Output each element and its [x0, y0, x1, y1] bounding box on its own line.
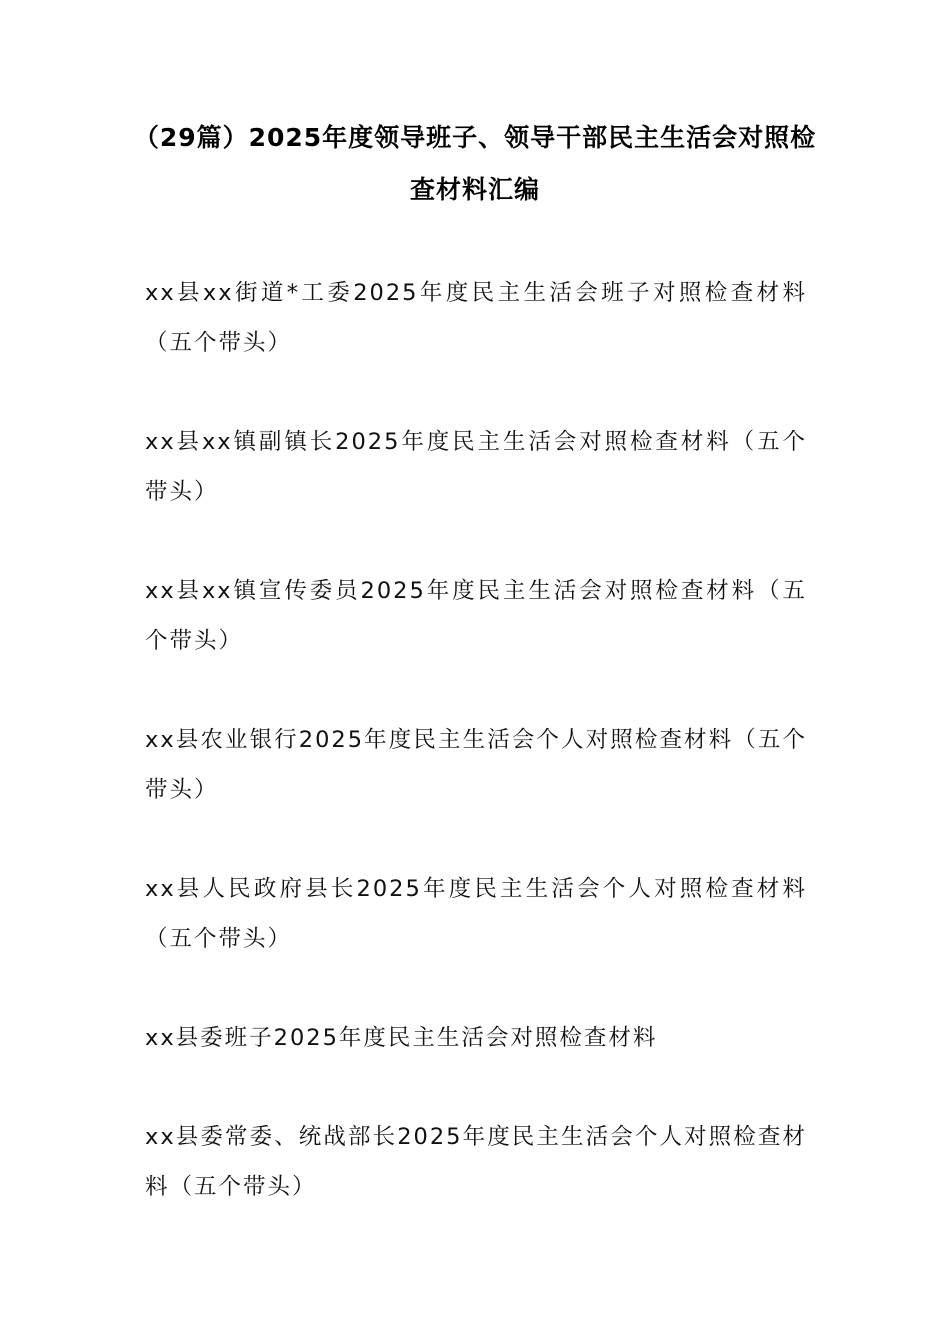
list-item: xx县xx镇副镇长2025年度民主生活会对照检查材料（五个带头） — [145, 429, 807, 505]
document-title: （29篇）2025年度领导班子、领导干部民主生活会对照检查材料汇编 — [133, 123, 817, 204]
list-item: xx县人民政府县长2025年度民主生活会个人对照检查材料（五个带头） — [145, 876, 807, 952]
entry-list — [145, 268, 807, 1261]
list-item: xx县委班子2025年度民主生活会对照检查材料 — [145, 1025, 658, 1051]
list-item: xx县委常委、统战部长2025年度民主生活会个人对照检查材料（五个带头） — [145, 1124, 807, 1200]
list-item: xx县xx街道*工委2025年度民主生活会班子对照检查材料（五个带头） — [145, 280, 807, 356]
list-item: xx县xx镇宣传委员2025年度民主生活会对照检查材料（五个带头） — [145, 578, 807, 654]
list-item: xx县农业银行2025年度民主生活会个人对照检查材料（五个带头） — [145, 727, 807, 803]
